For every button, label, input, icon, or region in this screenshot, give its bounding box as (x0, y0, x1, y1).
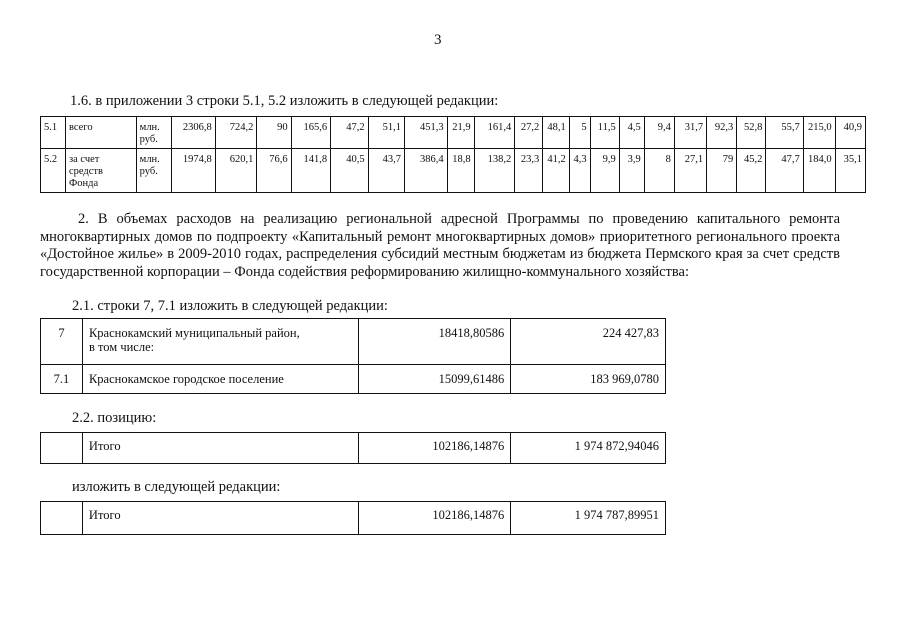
value-cell: 55,7 (766, 117, 803, 149)
table-row-7-1 (41, 365, 666, 394)
value-cell: 23,3 (515, 149, 543, 193)
replace-intro: изложить в следующей редакции: (72, 479, 281, 495)
row-number: 7 (41, 319, 83, 365)
value-cell: 48,1 (543, 117, 569, 149)
value-cell: 52,8 (737, 117, 766, 149)
row-name: за счет средств Фонда (65, 149, 136, 193)
value-cell: 9,9 (590, 149, 619, 193)
row-number: 5.1 (41, 117, 66, 149)
value-cell: 51,1 (368, 117, 404, 149)
value-cell: 3,9 (619, 149, 644, 193)
value-cell: 102186,14876 (359, 502, 511, 535)
row-name: Итого (82, 502, 358, 535)
row-unit: млн. руб. (136, 149, 171, 193)
section-2-1-intro: 2.1. строки 7, 7.1 изложить в следующей редакции: (72, 298, 388, 314)
value-cell: 41,2 (543, 149, 569, 193)
value-cell: 45,2 (737, 149, 766, 193)
value-cell: 47,7 (766, 149, 803, 193)
value-cell: 5 (569, 117, 590, 149)
row-number: 5.2 (41, 149, 66, 193)
value-cell: 47,2 (331, 117, 368, 149)
value-cell: 724,2 (215, 117, 257, 149)
row-number (41, 502, 83, 535)
value-cell: 102186,14876 (359, 433, 511, 464)
value-cell: 27,1 (674, 149, 706, 193)
paragraph-2: 2. В объемах расходов на реализацию региональной адресной Программы по проведению капитального ремонта многоквартирных домов по подпроекту «Капитальный ремонт многоквартирных домов» приоритетного регионального проекта «Достойное жилье» в 2009-2010 годах, распределения субсидий местным бюджетам из бюджета Пермского края за счет средств государственной корпорации – Фонда содействия реформированию жилищно-коммунального хозяйства: (40, 211, 840, 280)
value-cell: 92,3 (707, 117, 737, 149)
value-cell: 8 (644, 149, 674, 193)
value-cell: 4,5 (619, 117, 644, 149)
value-cell: 141,8 (291, 149, 331, 193)
table-row-7 (41, 319, 666, 365)
value-cell: 138,2 (474, 149, 515, 193)
section-2-2-intro: 2.2. позицию: (72, 410, 157, 426)
total-table-new (40, 501, 666, 535)
section-1-6-table (40, 116, 866, 193)
row-name: Итого (82, 433, 358, 464)
value-cell: 43,7 (368, 149, 404, 193)
row-name: Краснокамское городское поселение (82, 365, 359, 394)
value-cell: 4,3 (569, 149, 590, 193)
value-cell: 11,5 (590, 117, 619, 149)
value-cell: 18418,80586 (359, 319, 511, 365)
section-1-6-intro: 1.6. в приложении 3 строки 5.1, 5.2 изложить в следующей редакции: (70, 93, 499, 109)
row-unit: млн. руб. (136, 117, 171, 149)
total-table-old (40, 432, 666, 464)
value-cell: 21,9 (447, 117, 474, 149)
value-cell: 31,7 (674, 117, 706, 149)
value-cell: 18,8 (447, 149, 474, 193)
value-cell: 9,4 (644, 117, 674, 149)
row-name: всего (65, 117, 136, 149)
row-name-line: Краснокамский муниципальный район, (88, 326, 300, 340)
value-cell: 35,1 (835, 149, 865, 193)
value-cell: 90 (257, 117, 291, 149)
row-name (82, 319, 359, 365)
table-row-5-1 (41, 117, 866, 149)
value-cell: 165,6 (291, 117, 331, 149)
value-cell: 215,0 (803, 117, 835, 149)
table-row-total (41, 433, 666, 464)
value-cell: 183 969,0780 (511, 365, 666, 394)
value-cell: 1 974 787,89951 (511, 502, 666, 535)
value-cell: 40,9 (835, 117, 865, 149)
table-row-5-2 (41, 149, 866, 193)
value-cell: 386,4 (404, 149, 447, 193)
value-cell: 79 (707, 149, 737, 193)
value-cell: 76,6 (257, 149, 291, 193)
value-cell: 1974,8 (172, 149, 216, 193)
value-cell: 40,5 (331, 149, 368, 193)
value-cell: 161,4 (474, 117, 515, 149)
table-row-total (41, 502, 666, 535)
value-cell: 15099,61486 (359, 365, 511, 394)
value-cell: 2306,8 (172, 117, 216, 149)
value-cell: 184,0 (803, 149, 835, 193)
row-number: 7.1 (41, 365, 83, 394)
section-2-1-table (40, 318, 666, 394)
value-cell: 1 974 872,94046 (511, 433, 666, 464)
value-cell: 620,1 (215, 149, 257, 193)
page-number: 3 (434, 32, 442, 48)
value-cell: 27,2 (515, 117, 543, 149)
row-name-line: в том числе: (88, 340, 155, 354)
row-number (41, 433, 83, 464)
value-cell: 224 427,83 (511, 319, 666, 365)
value-cell: 451,3 (404, 117, 447, 149)
